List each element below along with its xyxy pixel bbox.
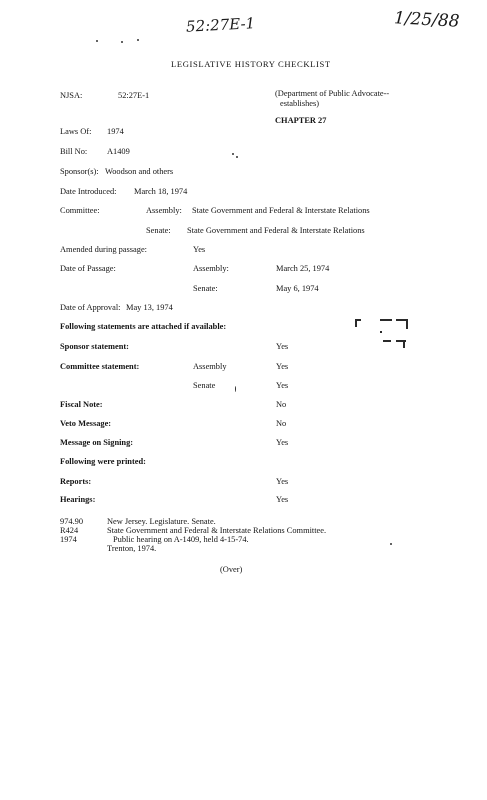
scan-speck bbox=[96, 40, 98, 42]
veto-message-label: Veto Message: bbox=[60, 419, 112, 428]
stamp-mark bbox=[355, 319, 357, 327]
stamp-mark bbox=[380, 319, 392, 321]
committee-label: Committee: bbox=[60, 206, 100, 215]
fiscal-note-value: No bbox=[276, 400, 287, 409]
sponsor-statement-label: Sponsor statement: bbox=[60, 342, 129, 351]
call-number-2: R424 bbox=[60, 526, 79, 535]
committee-statement-senate-value: Yes bbox=[276, 381, 289, 390]
scan-speck bbox=[236, 156, 238, 158]
approval-label: Date of Approval: bbox=[60, 303, 121, 312]
passage-senate-value: May 6, 1974 bbox=[276, 284, 319, 293]
njsa-label: NJSA: bbox=[60, 91, 83, 100]
citation-line-2: State Government and Federal & Interstate Relations Committee. bbox=[107, 526, 327, 535]
page-title: LEGISLATIVE HISTORY CHECKLIST bbox=[171, 59, 331, 69]
hearings-value: Yes bbox=[276, 495, 289, 504]
njsa-value: 52:27E-1 bbox=[118, 91, 150, 100]
message-on-signing-label: Message on Signing: bbox=[60, 438, 134, 447]
scan-speck bbox=[390, 543, 392, 545]
hearings-label: Hearings: bbox=[60, 495, 96, 504]
citation-line-4: Trenton, 1974. bbox=[107, 544, 157, 553]
passage-senate-label: Senate: bbox=[193, 284, 218, 293]
committee-statement-senate-label: Senate bbox=[193, 381, 216, 390]
stamp-mark bbox=[406, 319, 408, 329]
njsa-note-line2: establishes) bbox=[280, 99, 320, 108]
citation-line-3: Public hearing on A-1409, held 4-15-74. bbox=[113, 535, 249, 544]
message-on-signing-value: Yes bbox=[276, 438, 289, 447]
reports-label: Reports: bbox=[60, 477, 92, 486]
committee-senate-value: State Government and Federal & Interstate Relations bbox=[187, 226, 365, 235]
committee-assembly-label: Assembly: bbox=[146, 206, 182, 215]
handwritten-file-number: 52:27E-1 bbox=[185, 14, 256, 36]
bill-no-label: Bill No: bbox=[60, 147, 88, 156]
printed-heading: Following were printed: bbox=[60, 457, 146, 466]
scan-speck bbox=[235, 386, 236, 392]
date-introduced-label: Date Introduced: bbox=[60, 187, 117, 196]
over-label: (Over) bbox=[220, 565, 243, 574]
committee-statement-assembly-value: Yes bbox=[276, 362, 289, 371]
handwritten-date: 1/25/88 bbox=[393, 8, 461, 32]
sponsors-value: Woodson and others bbox=[105, 167, 174, 176]
laws-of-label: Laws Of: bbox=[60, 127, 92, 136]
scan-speck bbox=[232, 153, 234, 155]
passage-assembly-value: March 25, 1974 bbox=[276, 264, 330, 273]
stamp-mark bbox=[383, 340, 391, 342]
committee-senate-label: Senate: bbox=[146, 226, 171, 235]
reports-value: Yes bbox=[276, 477, 289, 486]
sponsor-statement-value: Yes bbox=[276, 342, 289, 351]
committee-statement-label: Committee statement: bbox=[60, 362, 140, 371]
committee-statement-assembly-label: Assembly bbox=[193, 362, 227, 371]
date-introduced-value: March 18, 1974 bbox=[134, 187, 188, 196]
approval-value: May 13, 1974 bbox=[126, 303, 173, 312]
njsa-note-line1: (Department of Public Advocate-- bbox=[275, 89, 390, 98]
laws-of-value: 1974 bbox=[107, 127, 124, 136]
citation-line-1: New Jersey. Legislature. Senate. bbox=[107, 517, 216, 526]
stamp-mark bbox=[380, 331, 382, 333]
fiscal-note-label: Fiscal Note: bbox=[60, 400, 103, 409]
passage-label: Date of Passage: bbox=[60, 264, 116, 273]
passage-assembly-label: Assembly: bbox=[193, 264, 229, 273]
veto-message-value: No bbox=[276, 419, 287, 428]
scan-speck bbox=[137, 39, 139, 41]
stamp-mark bbox=[396, 319, 406, 321]
stamp-mark bbox=[403, 342, 405, 348]
scan-speck bbox=[121, 41, 123, 43]
chapter-label: CHAPTER 27 bbox=[275, 116, 327, 125]
sponsors-label: Sponsor(s): bbox=[60, 167, 99, 176]
attached-heading: Following statements are attached if available: bbox=[60, 322, 227, 331]
amended-value: Yes bbox=[193, 245, 206, 254]
committee-assembly-value: State Government and Federal & Interstate Relations bbox=[192, 206, 370, 215]
call-number-1: 974.90 bbox=[60, 517, 84, 526]
amended-label: Amended during passage: bbox=[60, 245, 147, 254]
call-number-3: 1974 bbox=[60, 535, 77, 544]
bill-no-value: A1409 bbox=[107, 147, 130, 156]
